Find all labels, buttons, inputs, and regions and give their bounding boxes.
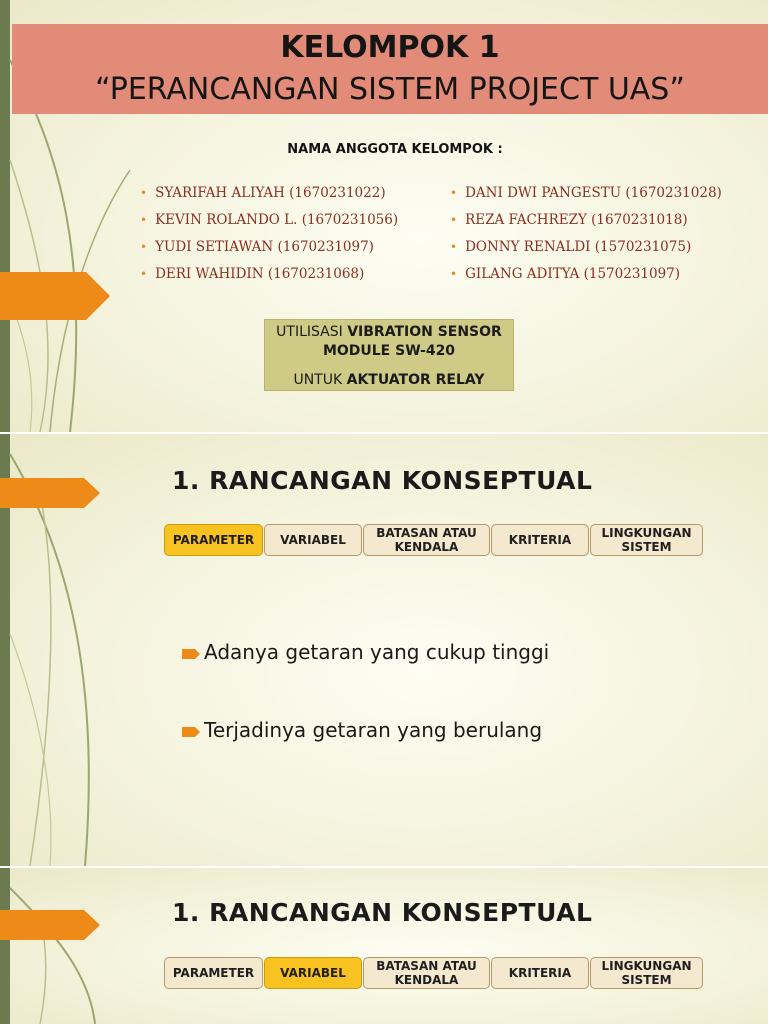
tab-variabel[interactable]: VARIABEL [264,957,362,989]
list-item: • KEVIN ROLANDO L. (1670231056) [140,212,399,228]
tab-kriteria[interactable]: KRITERIA [491,957,589,989]
bullet-dot-icon: • [140,267,148,281]
list-item: • YUDI SETIAWAN (1670231097) [140,239,374,255]
list-item: • DERI WAHIDIN (1670231068) [140,266,365,282]
bullet-dot-icon: • [450,186,458,200]
bullet-dot-icon: • [140,240,148,254]
tab-variabel[interactable]: VARIABEL [264,524,362,556]
topic-line3-bold: AKTUATOR RELAY [346,372,485,388]
orange-arrow-bullet-icon [182,725,204,739]
bullet-dot-icon: • [140,186,148,200]
tab-lingkungan-sistem[interactable]: LINGKUNGAN SISTEM [590,524,703,556]
member-list-left [140,180,398,288]
list-item: • DANI DWI PANGESTU (1670231028) [450,185,722,201]
orange-arrow-bullet-icon [182,647,204,661]
tab-kriteria[interactable]: KRITERIA [491,524,589,556]
topic-line3-normal: UNTUK [293,372,347,388]
slide-variabel [0,868,768,1024]
slide-parameter [0,434,768,866]
orange-pentagon-arrow-icon [0,478,100,508]
section-title: 1. RANCANGAN KONSEPTUAL [172,466,593,495]
list-item: Terjadinya getaran yang berulang [182,718,542,742]
bullet-dot-icon: • [140,213,148,227]
topic-line2-bold: MODULE SW-420 [322,343,456,359]
tab-batasan-atau-kendala[interactable]: BATASAN ATAU KENDALA [363,524,490,556]
title-band [12,24,768,114]
orange-pentagon-arrow-icon [0,910,100,940]
topic-line1-bold: VIBRATION SENSOR [347,324,502,340]
list-item: Adanya getaran yang cukup tinggi [182,640,549,664]
list-item: • GILANG ADITYA (1570231097) [450,266,681,282]
members-heading: NAMA ANGGOTA KELOMPOK : [287,142,503,157]
bullet-dot-icon: • [450,267,458,281]
decorative-leaves-icon [0,868,140,1024]
tab-bar [164,957,704,989]
slide-title [0,0,768,432]
bullet-dot-icon: • [450,213,458,227]
topic-box [264,319,514,391]
tab-lingkungan-sistem[interactable]: LINGKUNGAN SISTEM [590,957,703,989]
member-list-right [450,180,722,288]
tab-bar [164,524,704,556]
bullet-dot-icon: • [450,240,458,254]
topic-line1-normal: UTILISASI [276,324,348,340]
list-item: • REZA FACHREZY (1670231018) [450,212,688,228]
slide-subtitle-text: “PERANCANGAN SISTEM PROJECT UAS” [95,72,685,107]
slide-title-text: KELOMPOK 1 [280,30,500,65]
tab-parameter[interactable]: PARAMETER [164,524,263,556]
tab-batasan-atau-kendala[interactable]: BATASAN ATAU KENDALA [363,957,490,989]
orange-pentagon-arrow-icon [0,272,110,320]
list-item: • SYARIFAH ALIYAH (1670231022) [140,185,386,201]
tab-parameter[interactable]: PARAMETER [164,957,263,989]
section-title: 1. RANCANGAN KONSEPTUAL [172,898,593,927]
list-item: • DONNY RENALDI (1570231075) [450,239,692,255]
